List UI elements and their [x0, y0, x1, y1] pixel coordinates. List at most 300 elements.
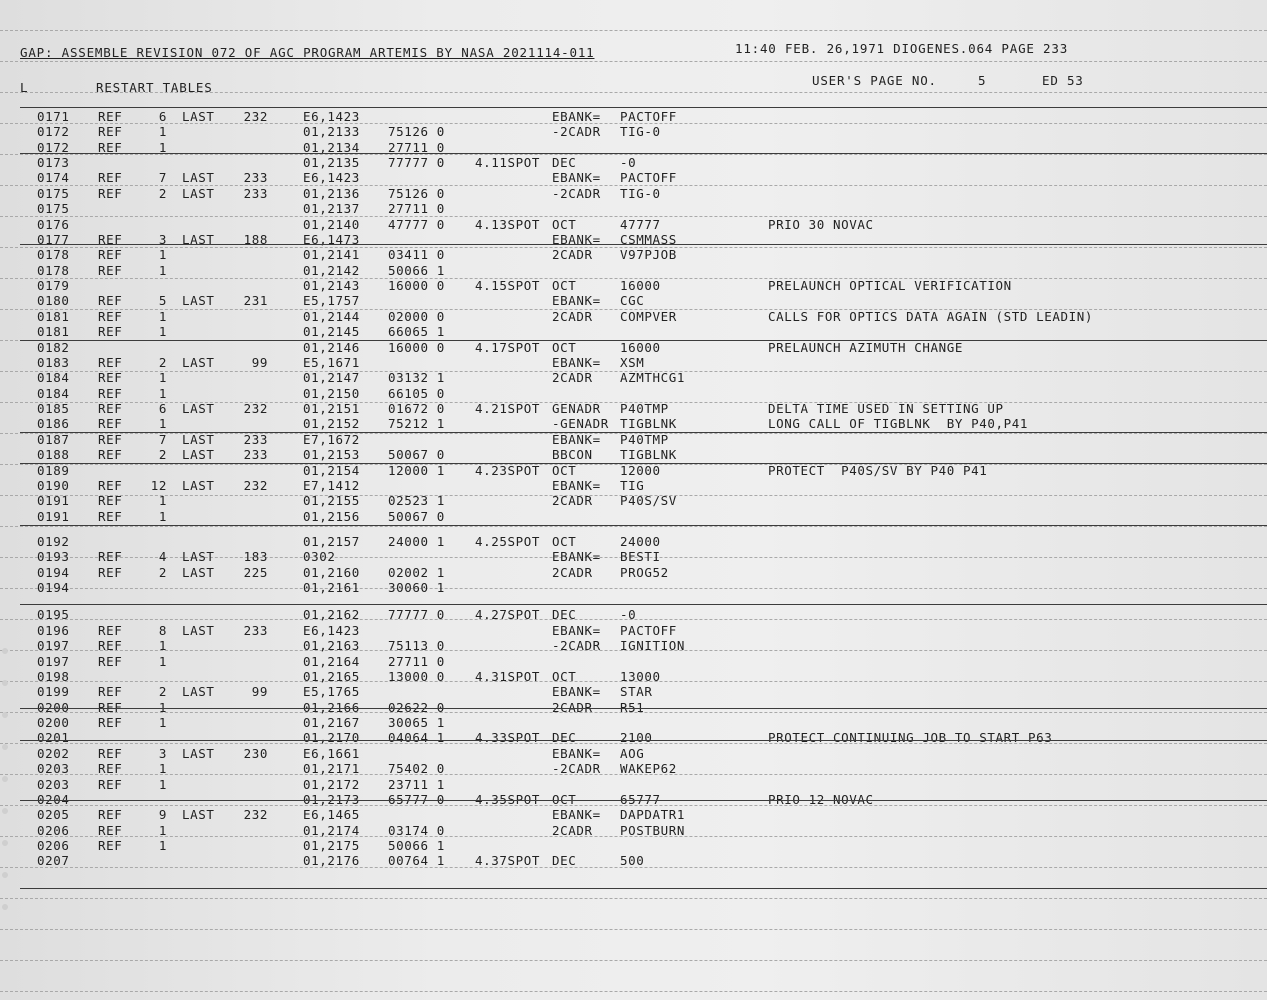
row-lastn: 230 — [243, 745, 268, 761]
row-line: 0177 — [37, 231, 70, 247]
row-addr: 01,2172 — [303, 776, 360, 792]
row-op: DEC — [552, 853, 577, 869]
margin-hole — [2, 680, 8, 686]
row-operand: 47777 — [620, 216, 661, 232]
row-line: 0190 — [37, 477, 70, 493]
row-ref: REF — [98, 564, 123, 580]
row-operand: TIG — [620, 477, 645, 493]
row-op: EBANK= — [552, 477, 601, 493]
ruled-line — [0, 929, 1267, 930]
row-n: 4 — [158, 549, 167, 565]
row-n: 1 — [158, 838, 167, 854]
row-addr: 01,2171 — [303, 761, 360, 777]
row-code: 02002 1 — [388, 564, 445, 580]
row-last: LAST — [182, 401, 215, 417]
row-addr: E6,1661 — [303, 745, 360, 761]
row-addr: E5,1671 — [303, 354, 360, 370]
row-operand: 2100 — [620, 730, 653, 746]
row-ref: REF — [98, 447, 123, 463]
row-code: 02000 0 — [388, 308, 445, 324]
row-code: 50067 0 — [388, 447, 445, 463]
row-ref: REF — [98, 477, 123, 493]
row-op: -2CADR — [552, 185, 601, 201]
row-operand: TIG-0 — [620, 124, 661, 140]
row-line: 0180 — [37, 293, 70, 309]
row-line: 0199 — [37, 684, 70, 700]
row-addr: E6,1423 — [303, 109, 360, 124]
row-op: EBANK= — [552, 684, 601, 700]
row-code: 47777 0 — [388, 216, 445, 232]
row-line: 0203 — [37, 776, 70, 792]
row-code: 75113 0 — [388, 638, 445, 654]
row-op: -2CADR — [552, 638, 601, 654]
row-lastn: 188 — [243, 231, 268, 247]
row-code: 66105 0 — [388, 385, 445, 401]
row-line: 0182 — [37, 339, 70, 355]
users-page-number: 5 — [978, 73, 987, 88]
row-code: 12000 1 — [388, 462, 445, 478]
row-label: 4.23SPOT — [475, 462, 541, 478]
row-lastn: 233 — [243, 431, 268, 447]
row-addr: 01,2143 — [303, 278, 360, 294]
row-addr: 01,2164 — [303, 653, 360, 669]
row-op: EBANK= — [552, 622, 601, 638]
row-line: 0202 — [37, 745, 70, 761]
row-line: 0184 — [37, 370, 70, 386]
row-op: EBANK= — [552, 109, 601, 124]
row-line: 0175 — [37, 201, 70, 217]
row-addr: 01,2145 — [303, 324, 360, 340]
row-lastn: 231 — [243, 293, 268, 309]
row-operand: R51 — [620, 699, 645, 715]
group-separator — [20, 340, 1267, 341]
row-addr: 01,2157 — [303, 533, 360, 549]
row-code: 75126 0 — [388, 185, 445, 201]
row-code: 27711 0 — [388, 139, 445, 155]
row-addr: 01,2152 — [303, 416, 360, 432]
row-ref: REF — [98, 185, 123, 201]
row-operand: 12000 — [620, 462, 661, 478]
row-code: 23711 1 — [388, 776, 445, 792]
row-code: 00764 1 — [388, 853, 445, 869]
row-line: 0187 — [37, 431, 70, 447]
row-code: 13000 0 — [388, 668, 445, 684]
row-op: BBCON — [552, 447, 593, 463]
row-addr: 01,2176 — [303, 853, 360, 869]
row-n: 2 — [158, 354, 167, 370]
row-addr: E6,1465 — [303, 807, 360, 823]
row-n: 1 — [158, 761, 167, 777]
row-line: 0172 — [37, 139, 70, 155]
row-lastn: 232 — [243, 807, 268, 823]
row-ref: REF — [98, 761, 123, 777]
row-operand: WAKEP62 — [620, 761, 677, 777]
row-op: -GENADR — [552, 416, 609, 432]
row-line: 0205 — [37, 807, 70, 823]
row-ref: REF — [98, 715, 123, 731]
row-addr: E6,1473 — [303, 231, 360, 247]
row-operand: 13000 — [620, 668, 661, 684]
row-code: 65777 0 — [388, 791, 445, 807]
row-line: 0189 — [37, 462, 70, 478]
row-n: 1 — [158, 822, 167, 838]
row-code: 77777 0 — [388, 155, 445, 171]
row-label: 4.35SPOT — [475, 791, 541, 807]
row-code: 04064 1 — [388, 730, 445, 746]
row-code: 75126 0 — [388, 124, 445, 140]
row-op: 2CADR — [552, 493, 593, 509]
row-op: DEC — [552, 155, 577, 171]
row-operand: TIGBLNK — [620, 447, 677, 463]
row-ref: REF — [98, 622, 123, 638]
group-separator — [20, 740, 1267, 741]
row-line: 0197 — [37, 638, 70, 654]
row-addr: 01,2155 — [303, 493, 360, 509]
row-addr: 01,2133 — [303, 124, 360, 140]
row-addr: 01,2153 — [303, 447, 360, 463]
row-operand: IGNITION — [620, 638, 686, 654]
row-ref: REF — [98, 170, 123, 186]
row-addr: 01,2146 — [303, 339, 360, 355]
row-code: 30065 1 — [388, 715, 445, 731]
row-last: LAST — [182, 293, 215, 309]
row-operand: P40TMP — [620, 431, 669, 447]
row-line: 0206 — [37, 822, 70, 838]
row-n: 2 — [158, 684, 167, 700]
row-n: 1 — [158, 653, 167, 669]
row-n: 12 — [150, 477, 167, 493]
row-operand: 24000 — [620, 533, 661, 549]
row-ref: REF — [98, 745, 123, 761]
row-op: OCT — [552, 216, 577, 232]
row-op: EBANK= — [552, 431, 601, 447]
margin-hole — [2, 904, 8, 910]
row-operand: PROG52 — [620, 564, 669, 580]
row-op: 2CADR — [552, 247, 593, 263]
row-label: 4.37SPOT — [475, 853, 541, 869]
row-op: DEC — [552, 730, 577, 746]
group-separator — [20, 432, 1267, 433]
group-separator — [20, 525, 1267, 526]
row-op: EBANK= — [552, 170, 601, 186]
row-last: LAST — [182, 431, 215, 447]
row-last: LAST — [182, 354, 215, 370]
group-separator — [20, 153, 1267, 154]
row-ref: REF — [98, 838, 123, 854]
row-n: 1 — [158, 715, 167, 731]
row-last: LAST — [182, 745, 215, 761]
ruled-line — [0, 61, 1267, 62]
row-code: 03174 0 — [388, 822, 445, 838]
row-ref: REF — [98, 776, 123, 792]
row-n: 1 — [158, 308, 167, 324]
row-ref: REF — [98, 139, 123, 155]
margin-hole — [2, 872, 8, 878]
row-addr: 01,2173 — [303, 791, 360, 807]
row-line: 0178 — [37, 262, 70, 278]
row-line: 0197 — [37, 653, 70, 669]
row-line: 0193 — [37, 549, 70, 565]
row-line: 0183 — [37, 354, 70, 370]
row-ref: REF — [98, 385, 123, 401]
row-code: 75402 0 — [388, 761, 445, 777]
row-last: LAST — [182, 109, 215, 124]
row-addr: 01,2151 — [303, 401, 360, 417]
row-ref: REF — [98, 699, 123, 715]
row-code: 03132 1 — [388, 370, 445, 386]
header-timestamp: 11:40 FEB. 26,1971 DIOGENES.064 PAGE 233 — [735, 41, 1069, 56]
row-ref: REF — [98, 431, 123, 447]
row-last: LAST — [182, 622, 215, 638]
row-n: 8 — [158, 622, 167, 638]
row-addr: E6,1423 — [303, 170, 360, 186]
row-n: 2 — [158, 447, 167, 463]
row-operand: XSM — [620, 354, 645, 370]
row-label: 4.31SPOT — [475, 668, 541, 684]
row-ref: REF — [98, 231, 123, 247]
row-ref: REF — [98, 109, 123, 124]
row-addr: 01,2141 — [303, 247, 360, 263]
row-op: -2CADR — [552, 761, 601, 777]
row-operand: AOG — [620, 745, 645, 761]
row-op: OCT — [552, 462, 577, 478]
row-op: EBANK= — [552, 293, 601, 309]
row-lastn: 99 — [251, 684, 268, 700]
row-op: OCT — [552, 791, 577, 807]
row-last: LAST — [182, 807, 215, 823]
row-operand: 16000 — [620, 278, 661, 294]
row-n: 1 — [158, 247, 167, 263]
row-label: 4.13SPOT — [475, 216, 541, 232]
row-op: EBANK= — [552, 549, 601, 565]
row-line: 0171 — [37, 109, 70, 124]
row-line: 0201 — [37, 730, 70, 746]
row-comment: PRIO 12 NOVAC — [768, 791, 874, 807]
row-ref: REF — [98, 684, 123, 700]
ruled-line — [0, 588, 1267, 589]
group-separator — [20, 107, 1267, 108]
row-operand: COMPVER — [620, 308, 677, 324]
row-n: 1 — [158, 262, 167, 278]
row-code: 75212 1 — [388, 416, 445, 432]
row-line: 0191 — [37, 508, 70, 524]
row-line: 0196 — [37, 622, 70, 638]
row-n: 1 — [158, 370, 167, 386]
row-line: 0194 — [37, 580, 70, 596]
row-addr: 01,2154 — [303, 462, 360, 478]
margin-holes — [0, 0, 16, 1000]
row-operand: PACTOFF — [620, 109, 677, 124]
margin-hole — [2, 776, 8, 782]
row-addr: 01,2142 — [303, 262, 360, 278]
row-addr: E5,1765 — [303, 684, 360, 700]
row-operand: V97PJOB — [620, 247, 677, 263]
row-lastn: 233 — [243, 185, 268, 201]
row-last: LAST — [182, 231, 215, 247]
row-addr: 01,2166 — [303, 699, 360, 715]
row-code: 27711 0 — [388, 201, 445, 217]
group-separator — [20, 800, 1267, 801]
row-ref: REF — [98, 638, 123, 654]
row-lastn: 233 — [243, 447, 268, 463]
row-line: 0179 — [37, 278, 70, 294]
ruled-line — [0, 526, 1267, 527]
margin-hole — [2, 744, 8, 750]
row-ref: REF — [98, 653, 123, 669]
ruled-line — [0, 991, 1267, 992]
row-line: 0192 — [37, 533, 70, 549]
row-op: EBANK= — [552, 354, 601, 370]
row-op: 2CADR — [552, 822, 593, 838]
group-separator — [20, 888, 1267, 889]
row-n: 3 — [158, 231, 167, 247]
row-op: 2CADR — [552, 564, 593, 580]
row-n: 3 — [158, 745, 167, 761]
row-code: 03411 0 — [388, 247, 445, 263]
row-addr: 01,2162 — [303, 607, 360, 623]
row-code: 16000 0 — [388, 339, 445, 355]
group-separator — [20, 244, 1267, 245]
row-operand: P40S/SV — [620, 493, 677, 509]
margin-hole — [2, 648, 8, 654]
group-separator — [20, 604, 1267, 605]
row-ref: REF — [98, 370, 123, 386]
margin-hole — [2, 840, 8, 846]
row-last: LAST — [182, 185, 215, 201]
row-ref: REF — [98, 124, 123, 140]
ruled-line — [0, 30, 1267, 31]
section-title: RESTART TABLES — [96, 80, 213, 95]
row-code: 01672 0 — [388, 401, 445, 417]
row-operand: PACTOFF — [620, 622, 677, 638]
row-addr: 01,2163 — [303, 638, 360, 654]
row-line: 0174 — [37, 170, 70, 186]
row-n: 1 — [158, 416, 167, 432]
row-op: OCT — [552, 339, 577, 355]
row-comment: PROTECT P40S/SV BY P40 P41 — [768, 462, 988, 478]
row-n: 2 — [158, 564, 167, 580]
row-ref: REF — [98, 416, 123, 432]
row-ref: REF — [98, 508, 123, 524]
row-code: 24000 1 — [388, 533, 445, 549]
row-code: 30060 1 — [388, 580, 445, 596]
row-comment: PROTECT CONTINUING JOB TO START P63 — [768, 730, 1053, 746]
row-line: 0194 — [37, 564, 70, 580]
row-operand: TIGBLNK — [620, 416, 677, 432]
row-addr: 01,2137 — [303, 201, 360, 217]
row-n: 1 — [158, 508, 167, 524]
row-operand: CGC — [620, 293, 645, 309]
row-code: 02523 1 — [388, 493, 445, 509]
row-addr: 01,2160 — [303, 564, 360, 580]
row-label: 4.25SPOT — [475, 533, 541, 549]
row-n: 9 — [158, 807, 167, 823]
row-operand: DAPDATR1 — [620, 807, 686, 823]
row-addr: 01,2175 — [303, 838, 360, 854]
row-lastn: 225 — [243, 564, 268, 580]
row-code: 50066 1 — [388, 262, 445, 278]
row-ref: REF — [98, 401, 123, 417]
row-op: 2CADR — [552, 308, 593, 324]
row-n: 7 — [158, 431, 167, 447]
row-label: 4.33SPOT — [475, 730, 541, 746]
row-last: LAST — [182, 447, 215, 463]
row-code: 16000 0 — [388, 278, 445, 294]
row-line: 0195 — [37, 607, 70, 623]
row-line: 0206 — [37, 838, 70, 854]
row-code: 77777 0 — [388, 607, 445, 623]
row-n: 1 — [158, 493, 167, 509]
row-ref: REF — [98, 354, 123, 370]
row-comment: DELTA TIME USED IN SETTING UP — [768, 401, 1004, 417]
row-n: 1 — [158, 638, 167, 654]
row-addr: 01,2161 — [303, 580, 360, 596]
row-addr: 01,2134 — [303, 139, 360, 155]
row-lastn: 99 — [251, 354, 268, 370]
row-lastn: 232 — [243, 109, 268, 124]
row-line: 0184 — [37, 385, 70, 401]
row-line: 0188 — [37, 447, 70, 463]
row-addr: 01,2147 — [303, 370, 360, 386]
row-op: 2CADR — [552, 370, 593, 386]
row-line: 0200 — [37, 715, 70, 731]
row-addr: 01,2165 — [303, 668, 360, 684]
row-ref: REF — [98, 822, 123, 838]
row-op: 2CADR — [552, 699, 593, 715]
row-line: 0172 — [37, 124, 70, 140]
row-ref: REF — [98, 293, 123, 309]
row-operand: AZMTHCG1 — [620, 370, 686, 386]
row-operand: 65777 — [620, 791, 661, 807]
row-n: 7 — [158, 170, 167, 186]
row-line: 0181 — [37, 324, 70, 340]
row-code: 27711 0 — [388, 653, 445, 669]
row-line: 0185 — [37, 401, 70, 417]
row-n: 1 — [158, 776, 167, 792]
row-addr: 01,2140 — [303, 216, 360, 232]
group-separator — [20, 708, 1267, 709]
row-ref: REF — [98, 807, 123, 823]
row-n: 6 — [158, 401, 167, 417]
header-title: GAP: ASSEMBLE REVISION 072 OF AGC PROGRAM ARTEMIS BY NASA 2021114-011 — [20, 45, 595, 60]
row-n: 2 — [158, 185, 167, 201]
row-comment: PRELAUNCH AZIMUTH CHANGE — [768, 339, 964, 355]
row-label: 4.15SPOT — [475, 278, 541, 294]
row-ref: REF — [98, 262, 123, 278]
row-addr: 01,2144 — [303, 308, 360, 324]
row-op: EBANK= — [552, 807, 601, 823]
row-comment: PRIO 30 NOVAC — [768, 216, 874, 232]
row-code: 66065 1 — [388, 324, 445, 340]
row-addr: 01,2136 — [303, 185, 360, 201]
margin-hole — [2, 808, 8, 814]
ruled-line — [0, 960, 1267, 961]
row-op: OCT — [552, 533, 577, 549]
row-addr: 01,2170 — [303, 730, 360, 746]
row-code: 50066 1 — [388, 838, 445, 854]
row-op: DEC — [552, 607, 577, 623]
row-line: 0181 — [37, 308, 70, 324]
row-addr: 01,2150 — [303, 385, 360, 401]
row-operand: 16000 — [620, 339, 661, 355]
row-op: EBANK= — [552, 745, 601, 761]
group-separator — [20, 463, 1267, 464]
row-line: 0207 — [37, 853, 70, 869]
row-operand: BESTI — [620, 549, 661, 565]
row-line: 0175 — [37, 185, 70, 201]
row-operand: TIG-0 — [620, 185, 661, 201]
row-line: 0173 — [37, 155, 70, 171]
